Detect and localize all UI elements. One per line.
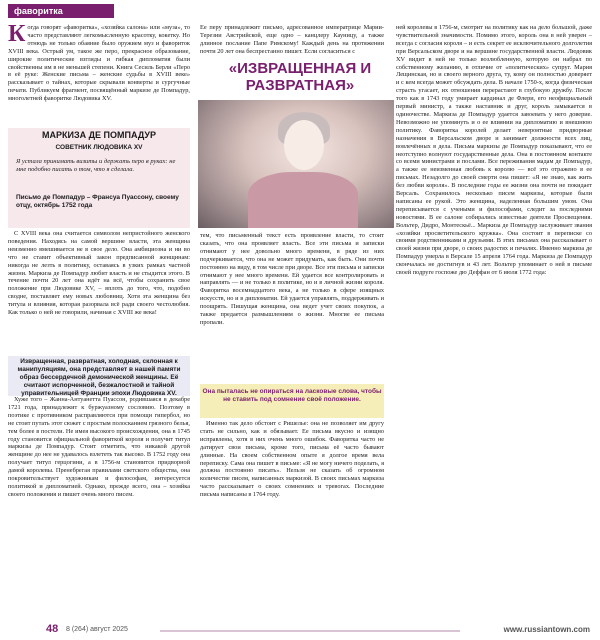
quote-box-title: МАРКИЗА ДЕ ПОМПАДУР bbox=[42, 130, 156, 140]
portrait-image bbox=[198, 100, 394, 228]
column-3 bbox=[396, 24, 592, 614]
quote-text: Я устала принимать визиты и держать перо в руках: не мне подобно писать о том, что я сделала. bbox=[16, 158, 176, 173]
issue-label: 8 (264) август 2025 bbox=[66, 626, 128, 633]
footer-rule bbox=[160, 630, 460, 632]
paragraph: Хуже того – Жанна-Антуанетта Пуассон, родившаяся в декабре 1721 года, принадлежит к буржуазному сословию. Поэтому в поэтике с противником расправляются при помощи гипербол, но не стоит путать этот сюжет с простым полосканием грязного белья, тем более в постели. Не имея высокого происхождения, она в 1745 году становится официальной фавориткой короля и получит титул маркизы де Помпадур. Стоит отметить, что никакой другой женщине до нее не удавалось взлететь так высоко. В 1752 году она получает титул герцогини, а в 1756-м становится придворной дамой королевы. Пренебрегая правилами светского общества, она покровительствует художникам и философам, интересуется политикой и дипломатией. Однако, прежде всего, она – хозяйка своего положения и пишет очень много писем. bbox=[8, 396, 190, 498]
paragraph: ней королевы в 1756-м, смотрит на политику как на дело большой, даже чувствительной значимости. Помимо этого, король она в ней уверен – всегда с согласия короля – и есть секрет ее исключительного долголетия при Версальском дворе и на вершине государственной власти. Людовик XV видит в ней не только возлюбленную, которую он набрал по собственному желанию, в отличие от «политических» супруг. Мария Лещинская, но и своего верного друга, ту, кому он полностью доверяет и с кем всегда может обсуждать дела. В начале 1750-х, когда физическая страсть угасает, их отношения перерастают в глубокую дружбу. После того как в 1743 году умирает кардинал де Флери, его неофициальный первый министр, а также наставник и друг, король замыкается в одиночестве. Маркиза де Помпадур удается завоевать у него доверие. Невозможно не упомянуть и о ее влиянии на дипломатию и внешнюю политику. Фаворитка королей делает невероятные придворные назначения в Версальском дворе и занимает должности всех лиц, вовлечённых в дела. Письма маркизы де Помпадур показывают, что ее неотступно волнуют государственные дела. Она в постоянном контакте со всеми министрами и послами. Все переживания мадам де Помпадур, а также ее неизменная любовь к королю — всё это отражено в ее письмах. Незадолго до своей смерти она пишет: «Я не знаю, как жить без любви короля». В последние годы ее жизни она почти не покидает Версаль. Сохранилось несколько писем маркизы, которые были написаны ее рукой. Это женщина, наделенная большим умом. Она переписывается с учеными и философами, следит за последними новостями. В ее салоне собирались известные деятели Просвещения. Вольтер, Дидро, Монтескьё... Маркиза де Помпадур заслуживает звания «хозяйки просветительского кружка». Она состоит в переписке со своими родственниками и друзьями. В этих письмах она рассказывает о своей жизни при дворе, о своих радостях и печалях. Именно маркиза де Помпадур умерла в Версале 15 апреля 1764 года. Маркиза де Помпадур скончалась не достигнув и 43 лет. Вольтер упоминает о ней в письме своей подруге госпоже дю Деффан от 6 июля 1772 года: bbox=[396, 24, 592, 277]
paragraph: Ее перу принадлежит письмо, адресованное императрице Марии-Терезии Австрийской, еще одно – канцлеру Кауницу, а также длинное послание Папе Римскому! Каждый день на протяжении почти 20 лет она беспрестанно пишет. Если согласиться с bbox=[200, 24, 384, 55]
paragraph: Именно так дело обстоит с Ришелье: она не позволяет им другу стать не сильно, как и обязывает. Ее письма вкусно и изящно исправлены, хотя в них очень много ошибок. Фаворитка часто не датирует свои письма, кроме того, письма её часто бывают длинные. На своем собственном опыте я долгое время вела переписку. Сама она пишет в письме: «Я не могу ничего поделать, я должна постоянно писать». Нельзя не сказать об огромном количестве писем, написанных маркизой. В своих письмах маркиза часто рассказывает о своих сомнениях и тревогах. Последние письма написаны в 1764 году. bbox=[200, 420, 384, 499]
quote-box-subtitle: СОВЕТНИК ЛЮДОВИКА XV bbox=[55, 144, 143, 151]
paragraph: тем, что письменный текст есть проявление власти, то стоит сказать, что она проявляет власть. Все эти письма и записки отнимают у нее довольно много времени, в ряде из них подчеркивается, что она не может придумать, как быть. Они почти постоянно на виду, в том числе при дворе. Все эти письма и записки отнимают у нее много времени. Ей удается все контролировать и направлять — и не только в политике, но и в личной жизни короля. Фаворитка восемнадцатого века, а не только в сфере изящных искусств, но и в дипломатии. Ей удается управлять, поддерживать и поощрять. Пишущая женщина, она ведет учет своих покупок, а также предается размышлениям о жизни. Многие ее письма пропали. bbox=[200, 232, 384, 326]
pull-quote-2: Она пыталась не опираться на ласковые слова, чтобы не ставить под сомнение своё положение. bbox=[200, 384, 384, 418]
column-2-top bbox=[200, 24, 384, 55]
quote-box bbox=[8, 128, 190, 228]
portrait-dress bbox=[248, 172, 358, 228]
dropcap: К bbox=[8, 21, 26, 47]
article-headline: «ИЗВРАЩЕННАЯ И РАЗВРАТНАЯ» bbox=[228, 60, 372, 94]
intro-text: огда говорят «фаворитка», «хозяйка салона» или «муза», то часто представляют легкомысленную красотку, кокетку. Но отнюдь не только обаяние было оружием муз и фавориток XVIII века. Острый ум, такое же перо, прекрасное образование, широкие политические взгляды и гибкая дипломатия были свойственны им в не меньшей степени. Книга Сесиль Берли «Перо в её руке: Женские письма – женские судьбы в XVIII веке» рассказывает о тайнах, которые скрывали конверты и сургучные печати. Публикуем фрагмент, посвящённый маркизе де Помпадур, многолетней фаворитке Людовика XV. bbox=[8, 24, 190, 103]
column-2-body bbox=[200, 232, 384, 378]
page-number: 48 bbox=[46, 623, 59, 635]
column-1-body bbox=[8, 230, 190, 355]
quote-caption: Письмо де Помпадур – Франсуа Пуассону, своему отцу, октябрь 1752 года bbox=[16, 194, 179, 209]
site-link[interactable]: www.russiantown.com bbox=[503, 625, 590, 634]
page-footer bbox=[0, 622, 600, 640]
paragraph: С XVIII века она считается символом непристойного женского поведения. Находясь на самой вершине власти, эта женщина неизменно вмешивается не в свое дело. Она амбициозна и ни во что не ставит объективный закон предписанной женщинам: никогда не лезть в политику, оставаясь в узких рамках частной жизни. Маркиза де Помпадур любит власть и не стыдится этого. В течение почти 20 лет она идёт на всё, чтобы сохранить свое положение при Людовике XV, – вплоть до того, что, подобно сводне, поставляет ему новых любовниц. Хотя эта женщина без титула и влияния, которая разорвала всё ради своего честолюбия. Как только о ней не говорили, начиная с XVIII же века! bbox=[8, 230, 190, 317]
portrait-face bbox=[284, 120, 324, 170]
column-1-lower bbox=[8, 396, 190, 616]
pull-quote-1: Извращенная, развратная, холодная, склонная к манипуляциям, она представляет в нашей памяти образ бессердечной демонической женщины. Её считают испорченной, безжалостной и тайной управительницей Франции эпохи Людовика XV. bbox=[8, 356, 190, 396]
section-tag: фаворитка bbox=[8, 4, 114, 18]
column-2-lower bbox=[200, 420, 384, 620]
